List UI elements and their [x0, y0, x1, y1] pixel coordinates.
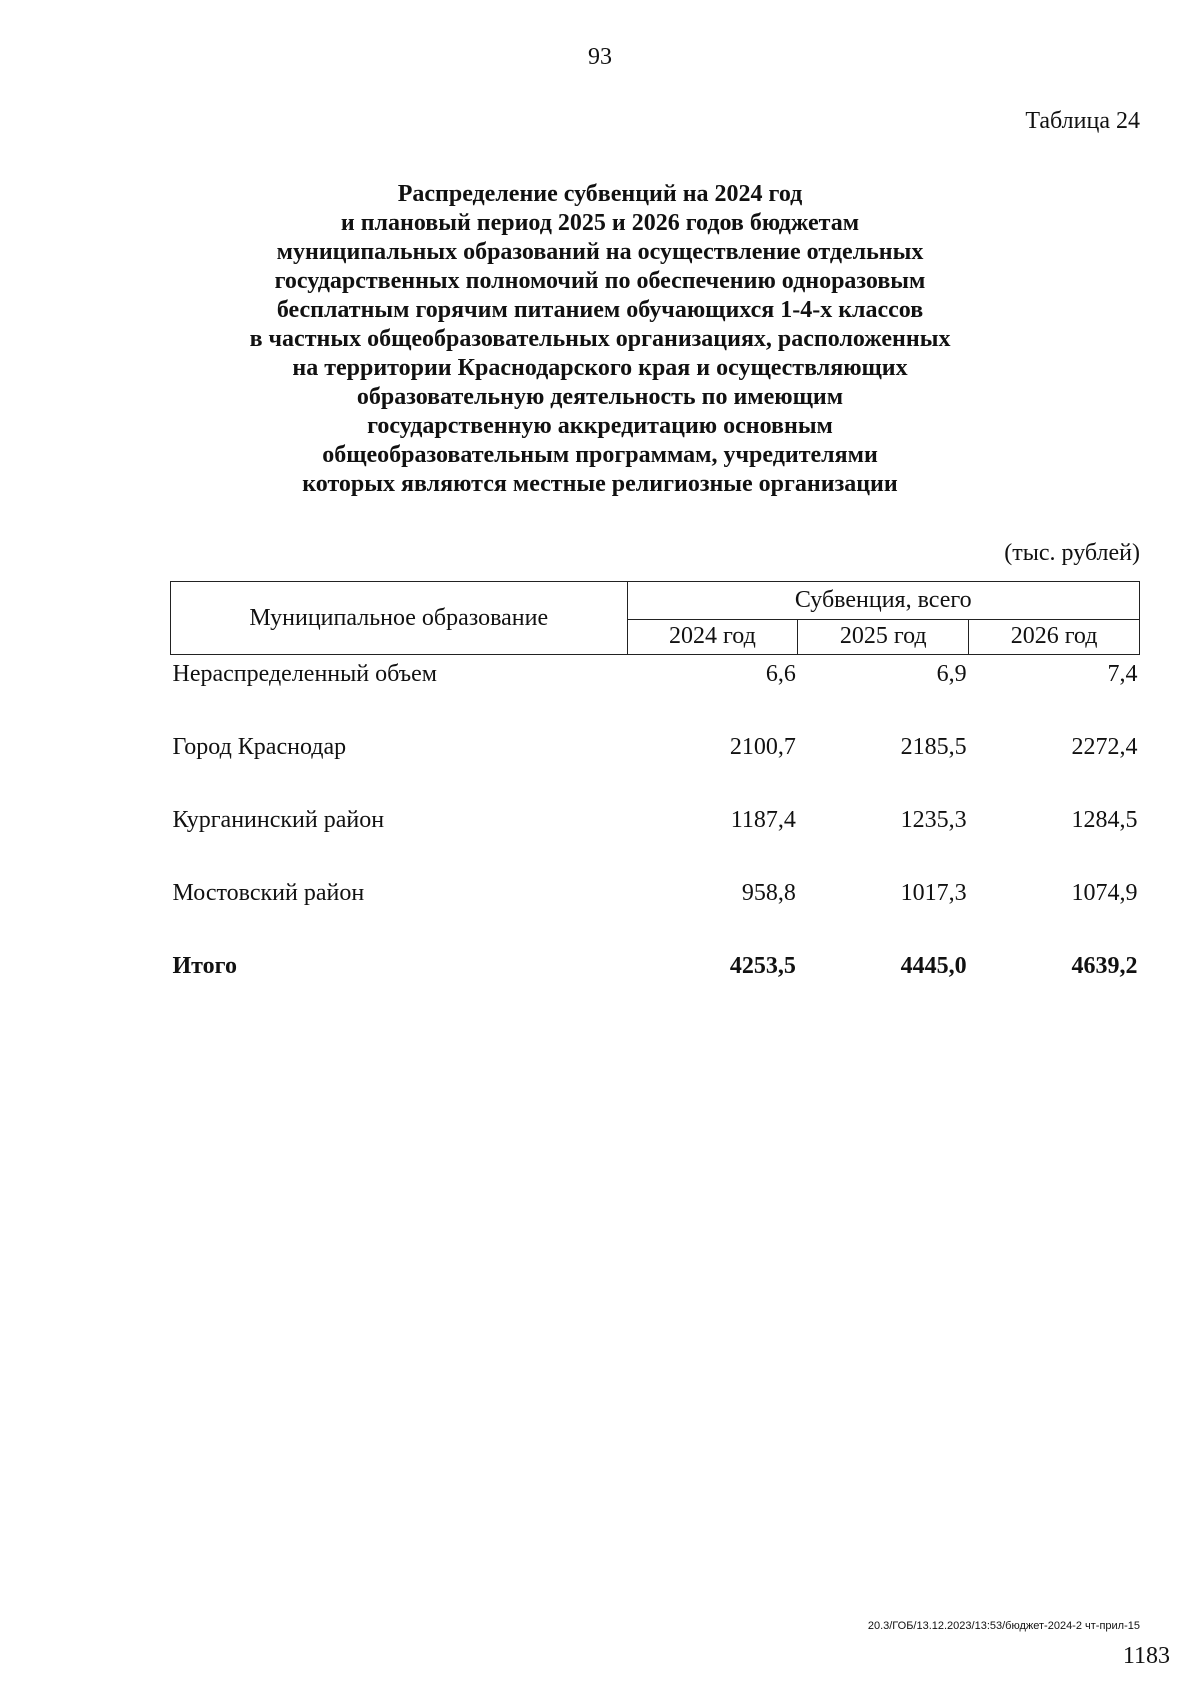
table-row — [171, 655, 1140, 735]
total-value-2024: 4253,5 — [729, 953, 796, 979]
row-value-2026: 2272,4 — [1071, 734, 1138, 760]
table-row — [171, 807, 1140, 880]
row-name: Город Краснодар — [172, 734, 347, 760]
table-header-row — [171, 582, 1140, 620]
title-line: бесплатным горячим питанием обучающихся 1-4-х классов — [276, 297, 924, 323]
row-name: Нераспределенный объем — [172, 661, 437, 687]
title-line: в частных общеобразовательных организациях, расположенных — [249, 326, 951, 352]
row-value-2024: 958,8 — [741, 880, 796, 906]
title-line: на территории Краснодарского края и осуществляющих — [292, 355, 908, 381]
row-value-2026: 7,4 — [1107, 661, 1138, 687]
footer-document-code: 20.3/ГОБ/13.12.2023/13:53/бюджет-2024-2 чт-прил-15 — [867, 1620, 1140, 1632]
row-value-2026: 1074,9 — [1071, 880, 1138, 906]
table-label: Таблица 24 — [1025, 108, 1140, 134]
title-line: и плановый период 2025 и 2026 годов бюджетам — [340, 210, 860, 236]
table-row — [171, 880, 1140, 953]
row-value-2024: 6,6 — [765, 661, 796, 687]
row-value-2025: 1235,3 — [900, 807, 967, 833]
row-value-2025: 1017,3 — [900, 880, 967, 906]
header-municipality: Муниципальное образование — [171, 582, 628, 655]
page-number: 93 — [588, 44, 612, 70]
title-line: которых являются местные религиозные организации — [302, 471, 898, 497]
total-value-2025: 4445,0 — [900, 953, 967, 979]
header-year-2024: 2024 год — [627, 619, 798, 655]
title-line: государственных полномочий по обеспечению одноразовым — [274, 268, 926, 294]
row-name: Курганинский район — [172, 807, 385, 833]
header-subvention-total: Субвенция, всего — [627, 582, 1139, 620]
total-label: Итого — [172, 953, 237, 979]
subvention-table — [170, 581, 1140, 1026]
row-value-2025: 6,9 — [936, 661, 967, 687]
title-line: государственную аккредитацию основным — [367, 413, 833, 439]
title-line: образовательную деятельность по имеющим — [356, 384, 844, 410]
table-row — [171, 734, 1140, 807]
footer-sheet-number: 1183 — [1122, 1643, 1170, 1669]
title-line: Распределение субвенций на 2024 год — [397, 181, 803, 207]
row-value-2025: 2185,5 — [900, 734, 967, 760]
header-year-2025: 2025 год — [798, 619, 969, 655]
row-name: Мостовский район — [172, 880, 365, 906]
title-line: общеобразовательным программам, учредителями — [322, 442, 878, 468]
units-label: (тыс. рублей) — [1004, 540, 1140, 566]
title-line: муниципальных образований на осуществление отдельных — [276, 239, 924, 265]
row-value-2024: 1187,4 — [730, 807, 796, 833]
row-value-2024: 2100,7 — [729, 734, 796, 760]
header-year-2026: 2026 год — [969, 619, 1140, 655]
document-title — [170, 180, 1030, 499]
table-total-row — [171, 953, 1140, 1026]
row-value-2026: 1284,5 — [1071, 807, 1138, 833]
total-value-2026: 4639,2 — [1071, 953, 1138, 979]
